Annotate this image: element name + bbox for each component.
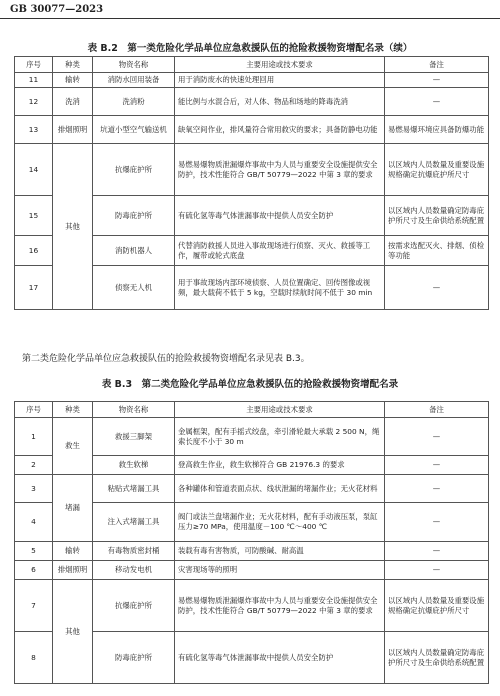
header-no: 序号	[15, 402, 53, 418]
header-rule	[0, 18, 500, 19]
cell-note: 按需求选配灭火、排烟、侦检等功能	[385, 236, 489, 266]
body-paragraph: 第二类危险化学品单位应急救援队伍的抢险救援物资增配名录见表 B.3。	[22, 354, 310, 364]
header-type: 种类	[53, 402, 93, 418]
cell-req: 各种罐体和管道表面点状、线状泄漏的堵漏作业；无火花材料	[175, 475, 385, 503]
table-row	[15, 418, 489, 456]
cell-req: 装载有毒有害物质，可防酸碱、耐高温	[175, 542, 385, 561]
cell-no: 1	[15, 418, 53, 456]
header-req: 主要用途或技术要求	[175, 402, 385, 418]
table-b2-caption: 表 B.2 第一类危险化学品单位应急救援队伍的抢险救援物资增配名录（续）	[87, 43, 413, 54]
cell-note: 以区域内人员数量及重要设施规格确定抗爆庇护所尺寸	[385, 144, 489, 196]
cell-req: 阀门或法兰盘堵漏作业；无火花材料，配有手动液压泵，泵缸压力≥70 MPa，使用温度－100 ℃～400 ℃	[175, 503, 385, 542]
table-row	[15, 580, 489, 632]
cell-type: 排烟照明	[53, 116, 93, 144]
cell-no: 14	[15, 144, 53, 196]
cell-note: —	[385, 561, 489, 580]
cell-req: 有硫化氢等毒气体泄漏事故中提供人员安全防护	[175, 196, 385, 236]
cell-req: 易燃易爆物质泄漏爆炸事故中为人员与重要安全设施提供安全防护，技术性能符合 GB/T 50779—2022 中第 3 章的要求	[175, 144, 385, 196]
cell-name: 坑道小型空气输送机	[93, 116, 175, 144]
cell-no: 6	[15, 561, 53, 580]
cell-note: —	[385, 475, 489, 503]
cell-req: 易燃易爆物质泄漏爆炸事故中为人员与重要安全设施提供安全防护，技术性能符合 GB/T 50779—2022 中第 3 章的要求	[175, 580, 385, 632]
cell-name: 消防水回用装备	[93, 73, 175, 88]
header-req: 主要用途或技术要求	[175, 57, 385, 73]
table-row	[15, 116, 489, 144]
cell-req: 用于事故现场内部环境侦察、人员位置确定、回传图像或视频，最大载荷不低于 5 kg，空载时续航时间不低于 30 min	[175, 266, 385, 310]
cell-note: —	[385, 456, 489, 475]
cell-name: 防毒庇护所	[93, 196, 175, 236]
cell-type: 排烟照明	[53, 561, 93, 580]
cell-no: 3	[15, 475, 53, 503]
cell-name: 注入式堵漏工具	[93, 503, 175, 542]
cell-name: 救生软梯	[93, 456, 175, 475]
cell-note: —	[385, 266, 489, 310]
table-b2	[14, 56, 489, 310]
cell-note: —	[385, 503, 489, 542]
cell-no: 2	[15, 456, 53, 475]
cell-no: 8	[15, 632, 53, 684]
cell-name: 移动发电机	[93, 561, 175, 580]
cell-name: 有毒物质密封桶	[93, 542, 175, 561]
cell-name: 救援三脚架	[93, 418, 175, 456]
table-row	[15, 144, 489, 196]
table-header-row	[15, 57, 489, 73]
cell-no: 17	[15, 266, 53, 310]
cell-note: 以区域内人员数量及重要设施规格确定抗爆庇护所尺寸	[385, 580, 489, 632]
cell-no: 7	[15, 580, 53, 632]
header-note: 备注	[385, 402, 489, 418]
table-row	[15, 542, 489, 561]
header-type: 种类	[53, 57, 93, 73]
header-no: 序号	[15, 57, 53, 73]
cell-note: 易燃易爆环境应具备防爆功能	[385, 116, 489, 144]
cell-req: 缺氧空间作业，排风量符合常用救灾的要求；具备防静电功能	[175, 116, 385, 144]
cell-no: 16	[15, 236, 53, 266]
standard-number: GB 30077—2023	[10, 4, 104, 15]
cell-name: 粘贴式堵漏工具	[93, 475, 175, 503]
cell-type: 输转	[53, 73, 93, 88]
table-b3	[14, 401, 489, 684]
cell-note: —	[385, 88, 489, 116]
table-row	[15, 561, 489, 580]
cell-req: 用于消防废水的快速处理回用	[175, 73, 385, 88]
cell-name: 洗消粉	[93, 88, 175, 116]
cell-req: 金属框架，配有手摇式绞盘，牵引滑轮最大承载 2 500 N，绳索长度不小于 30 m	[175, 418, 385, 456]
cell-type: 救生	[53, 418, 93, 475]
table-b3-caption: 表 B.3 第二类危险化学品单位应急救援队伍的抢险救援物资增配名录	[101, 379, 399, 390]
cell-no: 13	[15, 116, 53, 144]
cell-no: 5	[15, 542, 53, 561]
cell-note: 以区域内人员数量确定防毒庇护所尺寸及生命供给系统配置	[385, 632, 489, 684]
cell-type: 堵漏	[53, 475, 93, 542]
cell-note: 以区域内人员数量确定防毒庇护所尺寸及生命供给系统配置	[385, 196, 489, 236]
header-name: 物资名称	[93, 57, 175, 73]
header-note: 备注	[385, 57, 489, 73]
cell-req: 登高救生作业，救生软梯符合 GB 21976.3 的要求	[175, 456, 385, 475]
cell-no: 12	[15, 88, 53, 116]
cell-note: —	[385, 418, 489, 456]
cell-no: 11	[15, 73, 53, 88]
cell-type: 其他	[53, 580, 93, 684]
cell-req: 代替消防救援人员进入事故现场进行侦察、灭火、救援等工作，履带或轮式底盘	[175, 236, 385, 266]
cell-req: 能比例与水混合后，对人体、物品和场地的降毒洗消	[175, 88, 385, 116]
table-row	[15, 73, 489, 88]
table-row	[15, 475, 489, 503]
cell-note: —	[385, 542, 489, 561]
cell-name: 侦察无人机	[93, 266, 175, 310]
table-row	[15, 88, 489, 116]
cell-type: 洗消	[53, 88, 93, 116]
cell-no: 15	[15, 196, 53, 236]
cell-type: 其他	[53, 144, 93, 310]
table-header-row	[15, 402, 489, 418]
cell-name: 消防机器人	[93, 236, 175, 266]
cell-type: 输转	[53, 542, 93, 561]
cell-name: 抗爆庇护所	[93, 144, 175, 196]
header-name: 物资名称	[93, 402, 175, 418]
cell-note: —	[385, 73, 489, 88]
cell-req: 灾害现场等的照明	[175, 561, 385, 580]
cell-no: 4	[15, 503, 53, 542]
cell-name: 防毒庇护所	[93, 632, 175, 684]
cell-name: 抗爆庇护所	[93, 580, 175, 632]
cell-req: 有硫化氢等毒气体泄漏事故中提供人员安全防护	[175, 632, 385, 684]
